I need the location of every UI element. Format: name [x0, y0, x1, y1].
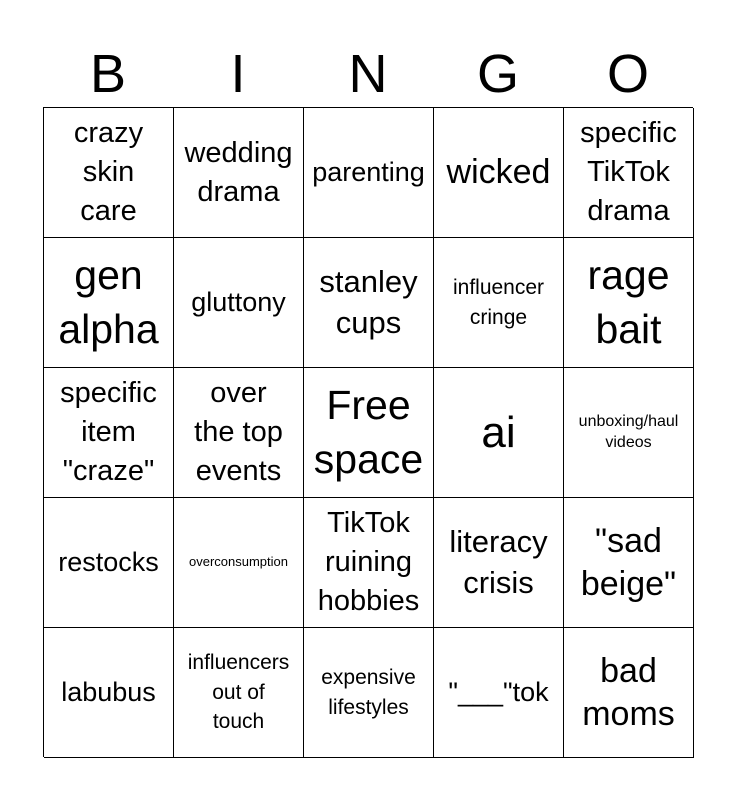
bingo-cell-r2c3[interactable]	[304, 238, 434, 368]
cell-text: unboxing/haul videos	[578, 412, 679, 451]
cell-text: specific item "craze"	[60, 377, 157, 487]
cell-text: over the top events	[194, 377, 283, 487]
bingo-cell-r1c2[interactable]	[174, 108, 304, 238]
bingo-cell-r5c4[interactable]	[434, 628, 564, 758]
cell-text: "sad beige"	[580, 522, 677, 603]
cell-text: labubus	[61, 676, 156, 707]
cell-text: literacy crisis	[449, 524, 548, 600]
bingo-cell-r1c4[interactable]	[434, 108, 564, 238]
bingo-header	[43, 40, 693, 108]
bingo-cell-r4c5[interactable]	[564, 498, 694, 628]
cell-text: ai	[481, 408, 516, 457]
header-letter-g: G	[476, 44, 519, 104]
bingo-cell-r5c5[interactable]	[564, 628, 694, 758]
bingo-cell-r3c2[interactable]	[174, 368, 304, 498]
bingo-cell-r2c5[interactable]	[564, 238, 694, 368]
cell-text: rage bait	[587, 252, 670, 352]
cell-text: wicked	[446, 153, 551, 192]
cell-text: specific TikTok drama	[580, 117, 677, 227]
bingo-cell-r3c4[interactable]	[434, 368, 564, 498]
cell-text: wedding drama	[184, 136, 293, 208]
bingo-cell-r1c3[interactable]	[304, 108, 434, 238]
cell-text: influencer cringe	[452, 276, 545, 329]
bingo-cell-r4c3[interactable]	[304, 498, 434, 628]
header-letter-b: B	[89, 44, 127, 104]
header-letter-n: N	[348, 44, 388, 104]
cell-text: gluttony	[191, 286, 286, 317]
bingo-cell-r5c3[interactable]	[304, 628, 434, 758]
cell-text: crazy skin care	[73, 117, 144, 227]
cell-text: expensive lifestyles	[321, 666, 416, 719]
cell-text: TikTok ruining hobbies	[317, 507, 420, 617]
bingo-cell-r1c5[interactable]	[564, 108, 694, 238]
bingo-cell-r4c4[interactable]	[434, 498, 564, 628]
bingo-cell-r5c2[interactable]	[174, 628, 304, 758]
bingo-cell-free-space[interactable]	[304, 368, 434, 498]
cell-text: Free space	[313, 382, 424, 482]
cell-text: influencers out of touch	[187, 651, 290, 734]
bingo-cell-r2c1[interactable]	[44, 238, 174, 368]
header-letter-i: I	[230, 44, 246, 104]
cell-text: stanley cups	[319, 264, 418, 340]
cell-text: "___"tok	[448, 676, 549, 707]
header-letter-o: O	[606, 44, 649, 104]
cell-text: parenting	[312, 156, 425, 187]
bingo-cell-r2c2[interactable]	[174, 238, 304, 368]
bingo-cell-r2c4[interactable]	[434, 238, 564, 368]
cell-text: restocks	[58, 546, 159, 577]
bingo-cell-r3c1[interactable]	[44, 368, 174, 498]
bingo-cell-r1c1[interactable]	[44, 108, 174, 238]
cell-text: gen alpha	[58, 252, 159, 352]
cell-text: bad moms	[582, 652, 675, 733]
bingo-cell-r4c1[interactable]	[44, 498, 174, 628]
bingo-cell-r5c1[interactable]	[44, 628, 174, 758]
bingo-cell-r4c2[interactable]	[174, 498, 304, 628]
bingo-cell-r3c5[interactable]	[564, 368, 694, 498]
bingo-grid	[43, 107, 693, 757]
cell-text: overconsumption	[189, 554, 288, 570]
